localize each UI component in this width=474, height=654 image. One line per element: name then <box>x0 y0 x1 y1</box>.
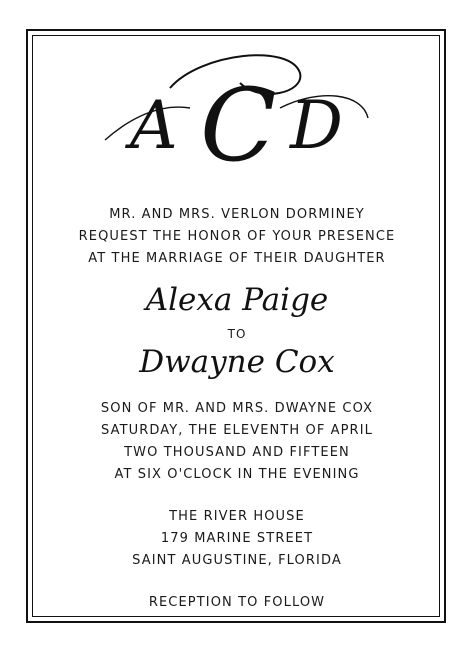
joiner-to: TO <box>227 327 247 341</box>
bride-name: Alexa Paige <box>145 282 329 318</box>
monogram-center-letter: C <box>200 67 277 184</box>
reception-note: RECEPTION TO FOLLOW <box>148 595 326 610</box>
monogram-right-letter: D <box>290 87 343 164</box>
hosts-line-1: MR. AND MRS. VERLON DORMINEY <box>109 207 365 222</box>
hosts-line-2: REQUEST THE HONOR OF YOUR PRESENCE <box>78 229 396 244</box>
monogram-left-letter: A <box>130 87 178 164</box>
hosts-line-3: AT THE MARRIAGE OF THEIR DAUGHTER <box>88 251 386 266</box>
venue-street: 179 MARINE STREET <box>160 531 314 546</box>
details-line-2: SATURDAY, THE ELEVENTH OF APRIL <box>101 423 373 438</box>
details-line-3: TWO THOUSAND AND FIFTEEN <box>124 445 350 460</box>
groom-name: Dwayne Cox <box>139 344 335 380</box>
details-line-1: SON OF MR. AND MRS. DWAYNE COX <box>100 401 374 416</box>
details-line-4: AT SIX O'CLOCK IN THE EVENING <box>114 467 360 482</box>
venue-city: SAINT AUGUSTINE, FLORIDA <box>132 553 342 568</box>
monogram <box>100 48 374 188</box>
venue-name: THE RIVER HOUSE <box>169 509 305 524</box>
